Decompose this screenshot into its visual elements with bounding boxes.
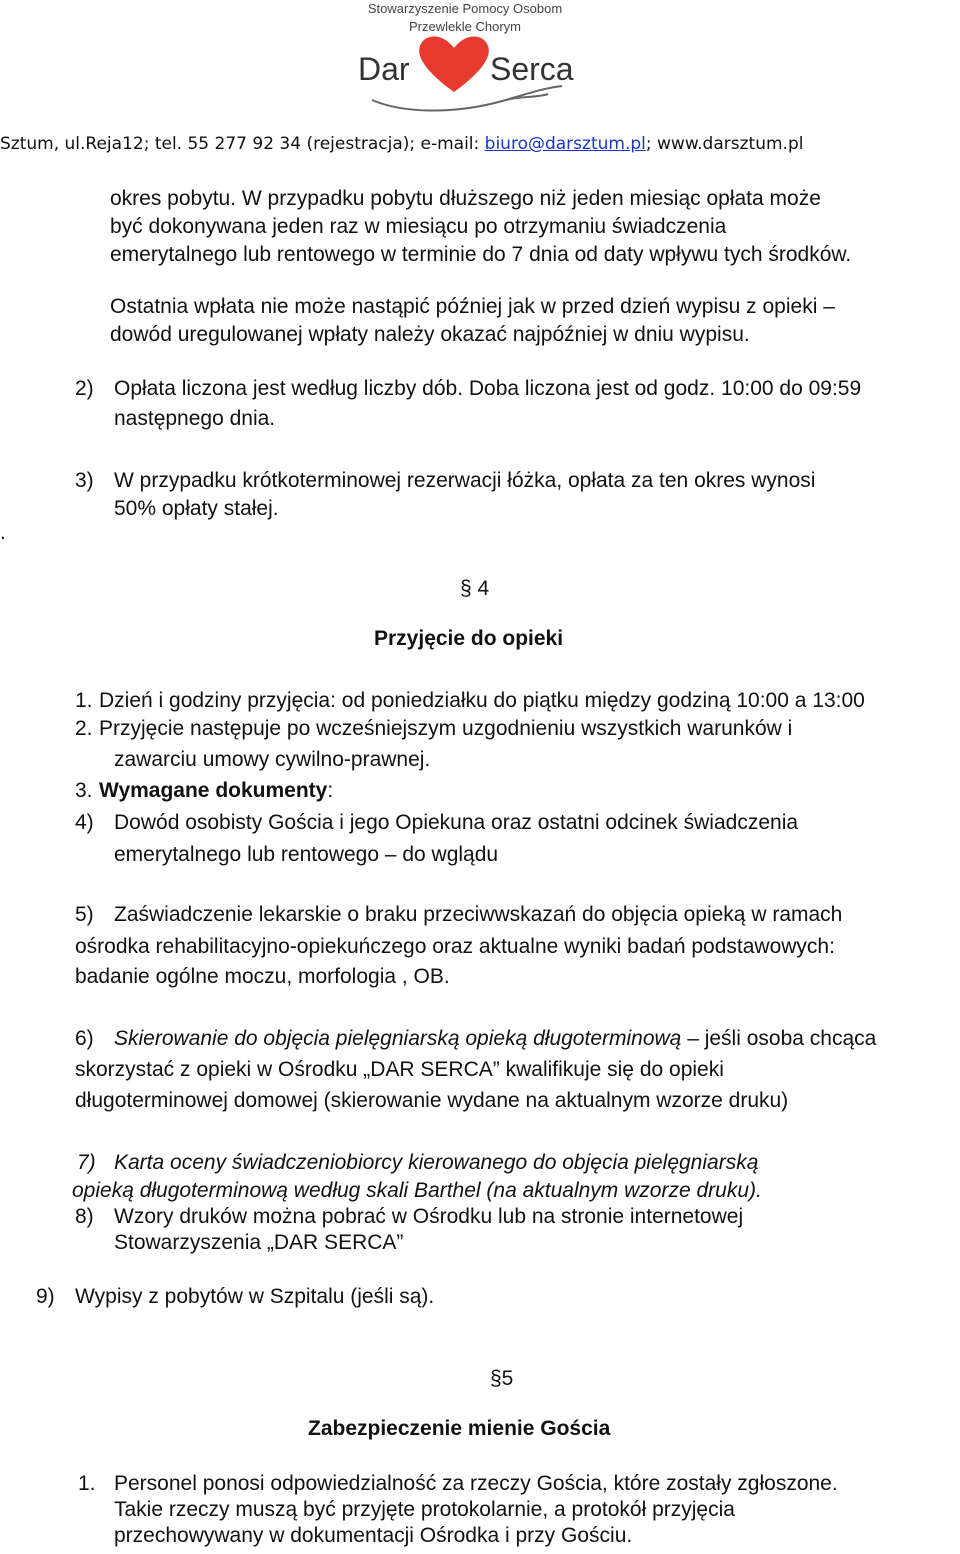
last-payment-line2: dowód uregulowanej wpłaty należy okazać najpóźniej w dniu wypisu. bbox=[110, 323, 750, 346]
s5-item-1-number: 1. bbox=[78, 1472, 96, 1495]
required-documents-label: Wymagane dokumenty bbox=[99, 779, 328, 802]
dar-serca-logo bbox=[330, 0, 600, 122]
doc-8-number: 8) bbox=[75, 1205, 94, 1228]
item-3-line2: 50% opłaty stałej. bbox=[114, 497, 279, 520]
s4-item-3-number: 3. bbox=[75, 779, 93, 802]
doc-6-number: 6) bbox=[75, 1027, 94, 1050]
contact-line bbox=[0, 134, 803, 154]
fee-paragraph-line1: okres pobytu. W przypadku pobytu dłuższego niż jeden miesiąc opłata może bbox=[110, 187, 821, 210]
section-4-title: Przyjęcie do opieki bbox=[374, 627, 564, 650]
s5-item-1-line3: przechowywany w dokumentacji Ośrodka i przy Gościu. bbox=[114, 1524, 633, 1547]
brand-serca: Serca bbox=[490, 51, 574, 87]
required-documents-heading bbox=[99, 778, 333, 803]
doc-4-line2: emerytalnego lub rentowego – do wglądu bbox=[114, 843, 499, 866]
s4-item-2-line2: zawarciu umowy cywilno-prawnej. bbox=[114, 748, 431, 771]
section-4-symbol: § 4 bbox=[460, 577, 490, 600]
required-documents-colon: : bbox=[327, 779, 334, 802]
doc-7-number: 7) bbox=[77, 1151, 96, 1174]
section-5-title: Zabezpieczenie mienie Gościa bbox=[308, 1417, 611, 1440]
item-3-line1: W przypadku krótkoterminowej rezerwacji łóżka, opłata za ten okres wynosi bbox=[114, 469, 816, 492]
doc-8-line2: Stowarzyszenia „DAR SERCA” bbox=[114, 1231, 404, 1254]
doc-5-line2: ośrodka rehabilitacyjno-opiekuńczego oraz aktualne wyniki badań podstawowych: bbox=[75, 935, 835, 958]
doc-4-line1: Dowód osobisty Gościa i jego Opiekuna oraz ostatni odcinek świadczenia bbox=[114, 811, 799, 834]
doc-5-line1: Zaświadczenie lekarskie o braku przeciwwskazań do objęcia opieką w ramach bbox=[114, 903, 843, 926]
contact-address: Sztum, ul.Reja12; tel. 55 277 92 34 (rejestracja); e-mail: bbox=[0, 134, 485, 154]
doc-8-line1: Wzory druków można pobrać w Ośrodku lub na stronie internetowej bbox=[114, 1205, 744, 1228]
last-payment-line1: Ostatnia wpłata nie może nastąpić później jak w przed dzień wypisu z opieki – bbox=[110, 295, 835, 318]
doc-9-text: Wypisy z pobytów w Szpitalu (jeśli są). bbox=[75, 1285, 435, 1308]
email-link[interactable]: biuro@darsztum.pl bbox=[484, 134, 646, 154]
doc-7-line1: Karta oceny świadczeniobiorcy kierowanego do objęcia pielęgniarską bbox=[114, 1151, 759, 1174]
doc-7-line2: opieką długoterminową według skali Barthel (na aktualnym wzorze druku). bbox=[72, 1179, 762, 1202]
doc-6-line1 bbox=[114, 1026, 876, 1051]
stray-dot: . bbox=[0, 521, 6, 544]
brand-dar: Dar bbox=[358, 51, 410, 87]
item-3-number: 3) bbox=[75, 469, 94, 492]
s5-item-1-line1: Personel ponosi odpowiedzialność za rzeczy Gościa, które zostały zgłoszone. bbox=[114, 1472, 838, 1495]
s4-item-2-number: 2. bbox=[75, 717, 93, 740]
fee-paragraph-line3: emerytalnego lub rentowego w terminie do 7 dnia od daty wpływu tych środków. bbox=[110, 243, 852, 266]
doc-6-line2: skorzystać z opieki w Ośrodku „DAR SERCA” kwalifikuje się do opieki bbox=[75, 1058, 724, 1081]
doc-6-italic: Skierowanie do objęcia pielęgniarską opieką długoterminową bbox=[114, 1027, 682, 1050]
hand-icon bbox=[372, 86, 562, 111]
item-2-number: 2) bbox=[75, 377, 94, 400]
s4-item-1-text: Dzień i godziny przyjęcia: od poniedziałku do piątku między godziną 10:00 a 13:00 bbox=[99, 689, 865, 712]
s4-item-2-line1: Przyjęcie następuje po wcześniejszym uzgodnieniu wszystkich warunków i bbox=[99, 717, 793, 740]
item-2-line2: następnego dnia. bbox=[114, 407, 276, 430]
section-5-symbol: §5 bbox=[490, 1367, 514, 1390]
doc-5-line3: badanie ogólne moczu, morfologia , OB. bbox=[75, 965, 450, 988]
doc-6-line3: długoterminowej domowej (skierowanie wydane na aktualnym wzorze druku) bbox=[75, 1089, 789, 1112]
org-name-line1: Stowarzyszenie Pomocy Osobom bbox=[367, 1, 563, 16]
item-2-line1: Opłata liczona jest według liczby dób. Doba liczona jest od godz. 10:00 do 09:59 bbox=[114, 377, 862, 400]
s5-item-1-line2: Takie rzeczy muszą być przyjęte protokolarnie, a protokół przyjęcia bbox=[114, 1498, 735, 1521]
contact-website: ; www.darsztum.pl bbox=[645, 134, 804, 154]
doc-4-number: 4) bbox=[75, 811, 94, 834]
org-name-line2: Przewlekle Chorym bbox=[409, 19, 521, 34]
heart-icon bbox=[419, 37, 489, 93]
s4-item-1-number: 1. bbox=[75, 689, 93, 712]
doc-5-number: 5) bbox=[75, 903, 94, 926]
fee-paragraph-line2: być dokonywana jeden raz w miesiącu po otrzymaniu świadczenia bbox=[110, 215, 727, 238]
doc-6-rest: – jeśli osoba chcąca bbox=[681, 1027, 877, 1050]
doc-9-number: 9) bbox=[36, 1285, 55, 1308]
